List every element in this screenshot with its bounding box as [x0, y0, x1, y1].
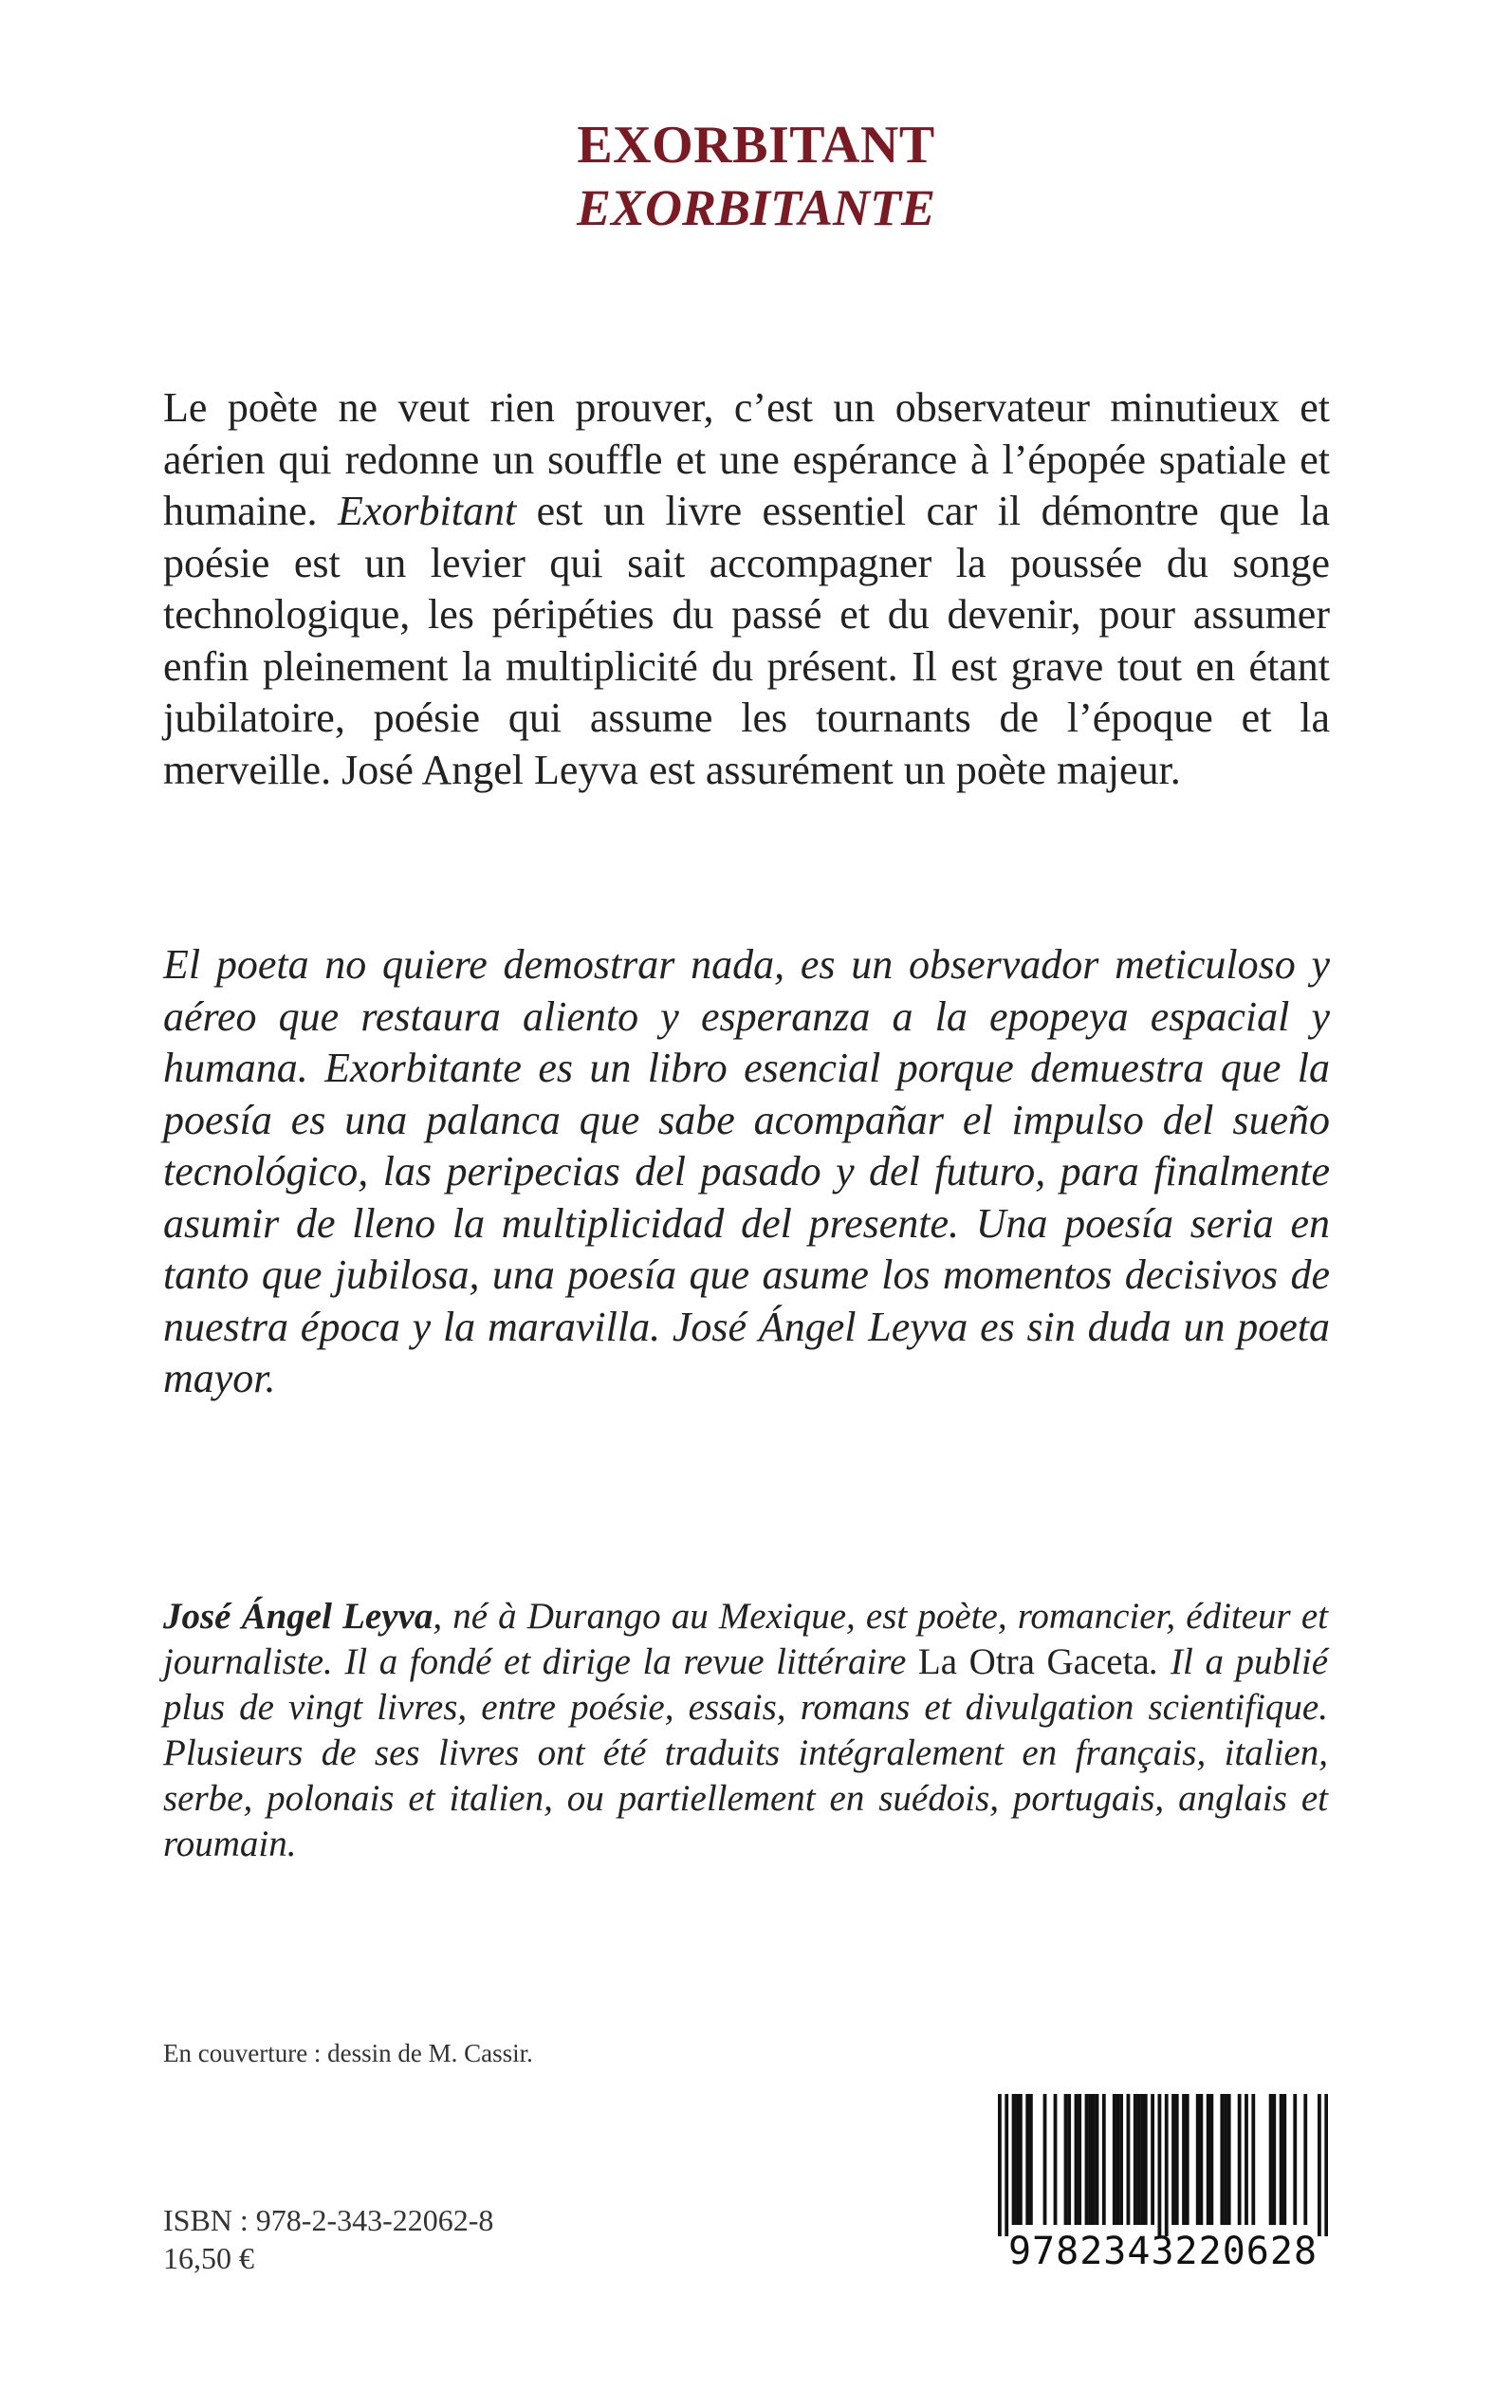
barcode-bar — [1269, 2094, 1273, 2225]
barcode-bar — [1075, 2094, 1079, 2225]
barcode-bar — [1085, 2094, 1089, 2225]
barcode-bar — [1102, 2094, 1106, 2225]
book-title-french: EXORBITANT — [577, 116, 935, 175]
barcode-bar — [1067, 2094, 1071, 2225]
barcode-bar — [1134, 2094, 1137, 2225]
barcode-bar — [1096, 2094, 1099, 2225]
barcode-bar — [1245, 2094, 1248, 2225]
barcode-bar — [1199, 2094, 1203, 2225]
barcode-bar — [1272, 2094, 1276, 2225]
barcode-bar — [1015, 2094, 1019, 2225]
barcode-bar — [1092, 2094, 1096, 2225]
barcode-bar — [1116, 2094, 1120, 2225]
blurb-spanish: El poeta no quiere demostrar nada, es un observador meticuloso y aéreo que restaura aliento y esperanza a la epopeya espacial y humana. Exorbitante es un libro esencial porque demuestra que la poesía es una palanca que sabe acompañar el impulso del sueño tecnológico, las peripecias del pasado y del futuro, para finalmente asumir de lleno la multiplicidad del presente. Una poesía seria en tanto que jubilosa, una poesía que asume los momentos decisivos de nuestra época y la maravilla. José Ángel Leyva es sin duda un poeta mayor. — [163, 941, 1330, 1401]
barcode-bar — [1224, 2094, 1227, 2225]
blurb-french-text-1: Le poète ne veut rien prouver, c’est un observateur minutieux et aérien qui redonne un souffle et une espérance à l’épopée spatiale et humaine. — [163, 384, 1330, 534]
author-name: José Ángel Leyva — [163, 1596, 433, 1637]
barcode-bar — [1303, 2094, 1307, 2225]
barcode-bar — [1127, 2094, 1131, 2225]
barcode-bar — [1025, 2094, 1029, 2225]
barcode-bar — [1209, 2094, 1213, 2225]
barcode-bar — [1293, 2094, 1297, 2225]
barcode-bar — [1064, 2094, 1068, 2225]
barcode-bar — [1251, 2094, 1255, 2225]
isbn: ISBN : 978-2-343-22062-8 — [163, 2203, 494, 2237]
barcode-bar — [1043, 2094, 1047, 2225]
book-title-spanish: EXORBITANTE — [576, 179, 936, 236]
review-name: La Otra Gaceta — [917, 1641, 1150, 1682]
price: 16,50 € — [163, 2241, 254, 2275]
author-bio-text-2: . Il a publié plus de vingt livres, entre poésie, essais, romans et divulgation scientifique. Plusieurs de ses livres ont été traduits intégralement en français, italien, serbe, polonais et italien, ou partiellement en suédois, portugais, anglais et roumain. — [163, 1641, 1329, 1864]
barcode-bar — [1227, 2094, 1231, 2225]
barcode-bar — [1088, 2094, 1092, 2225]
barcode-bar — [1220, 2094, 1224, 2225]
barcode-bar — [1324, 2094, 1328, 2236]
barcode-bar — [1029, 2094, 1033, 2225]
barcode-bar — [1144, 2094, 1148, 2225]
barcode-bar — [1119, 2094, 1123, 2225]
title-block — [0, 114, 1512, 239]
barcode-bar — [1054, 2094, 1058, 2225]
barcode-bar — [998, 2094, 1002, 2236]
barcode-bar — [1113, 2094, 1116, 2225]
barcode-bar — [1207, 2094, 1210, 2225]
barcode-digits: 9782343220628 — [1007, 2230, 1318, 2273]
author-bio — [163, 1594, 1328, 1867]
barcode-bar — [1140, 2094, 1144, 2225]
barcode-bar — [1280, 2094, 1283, 2225]
blurb-french-book-title: Exorbitant — [337, 488, 517, 534]
barcode-bar — [1186, 2094, 1189, 2225]
barcode-bar — [1182, 2094, 1186, 2225]
blurb-french — [163, 382, 1330, 796]
barcode-bar — [1171, 2094, 1175, 2225]
barcode-bar — [1318, 2094, 1321, 2236]
barcode-bar — [1238, 2094, 1242, 2225]
barcode-bar — [1005, 2094, 1008, 2236]
barcode-bar — [1019, 2094, 1023, 2225]
barcode-bars-icon — [998, 2094, 1328, 2236]
barcode-bar — [1282, 2094, 1286, 2225]
author-bio-text-1: , né à Durango au Mexique, est poète, romancier, éditeur et journaliste. Il a fondé et dirige la revue littéraire — [163, 1596, 1328, 1682]
barcode-bar — [1196, 2094, 1200, 2225]
barcode-bar — [1137, 2094, 1141, 2225]
barcode-bar — [1078, 2094, 1081, 2225]
barcode-bar — [1151, 2094, 1154, 2225]
barcode-bar — [1175, 2094, 1179, 2225]
cover-credit: En couverture : dessin de M. Cassir. — [163, 2039, 533, 2067]
barcode-bar — [1158, 2094, 1162, 2236]
barcode-bar — [1165, 2094, 1169, 2236]
blurb-french-text-2: est un livre essentiel car il démontre que la poésie est un levier qui sait accompagner la poussée du songe technologique, les péripéties du passé et du devenir, pour assumer enfin pleinement la multiplicité du présent. Il est grave tout en étant jubilatoire, poésie qui assume les tournants de l’époque et la merveille. José Angel Leyva est assurément un poète majeur. — [163, 488, 1330, 793]
barcode — [998, 2094, 1328, 2278]
barcode-bar — [1012, 2094, 1016, 2225]
